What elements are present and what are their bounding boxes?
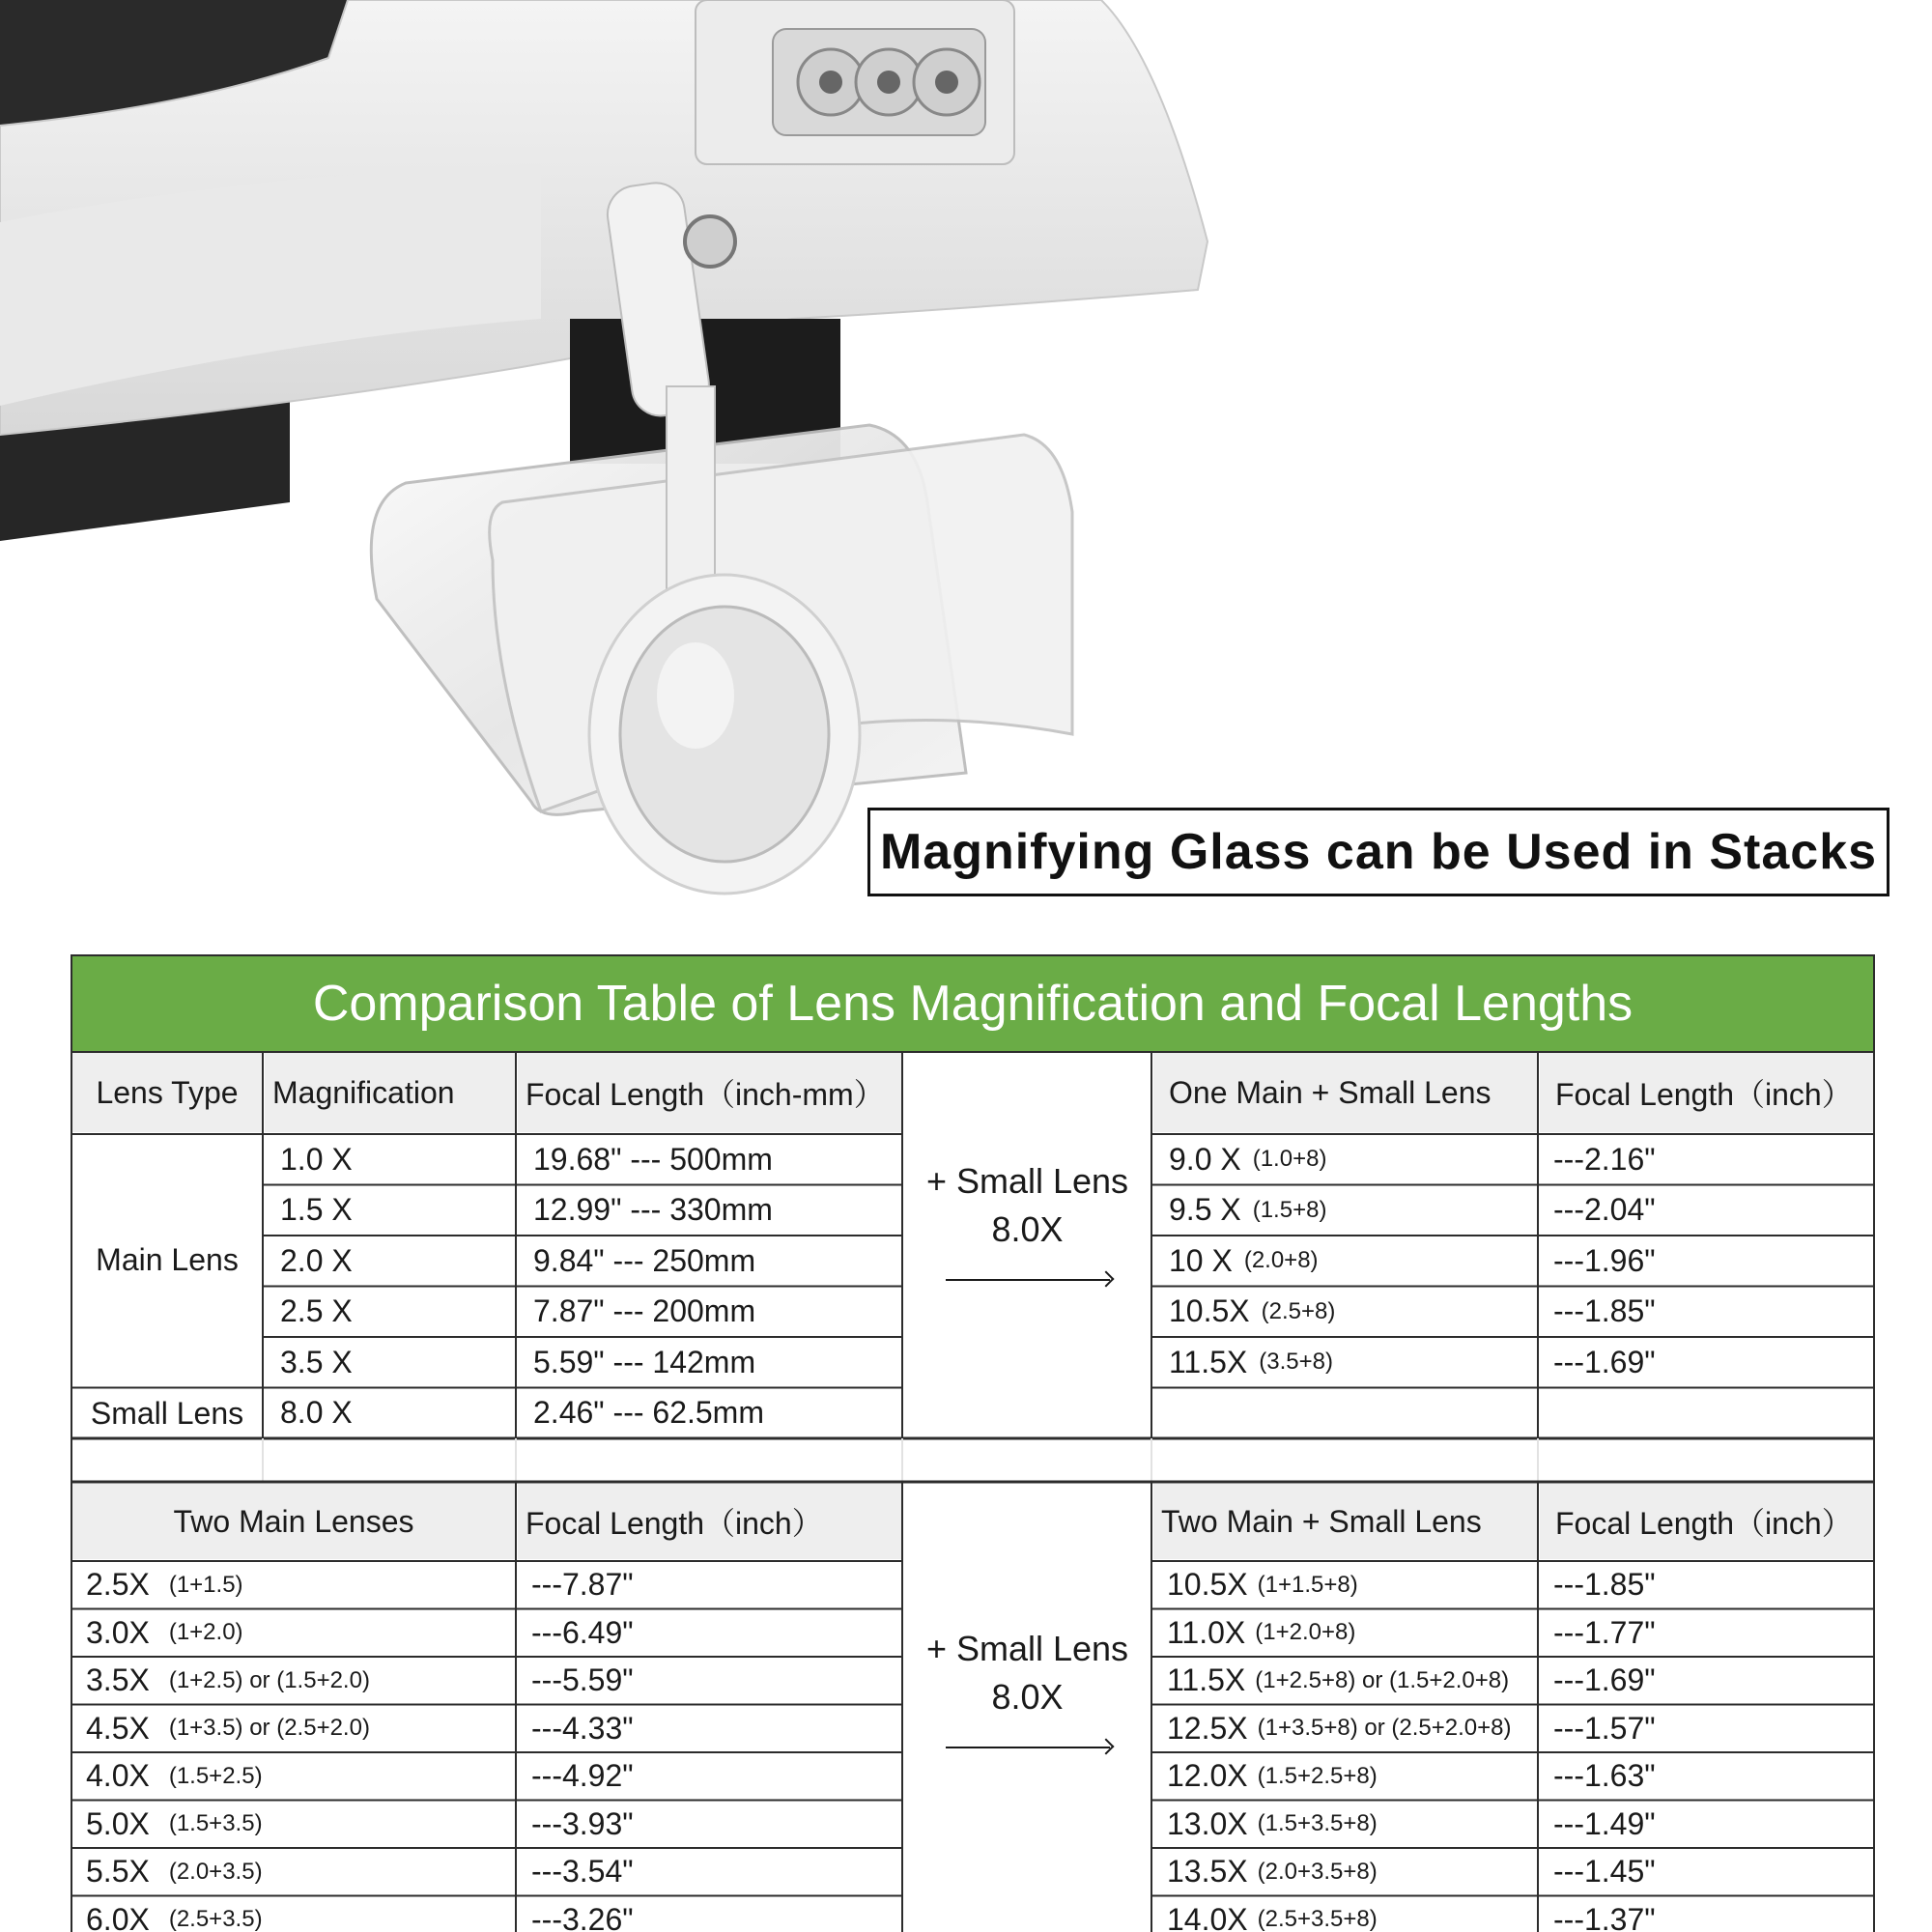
stack-caption: Magnifying Glass can be Used in Stacks bbox=[867, 808, 1889, 896]
comparison-table bbox=[71, 954, 1875, 1932]
two-main-value: 3.5X bbox=[86, 1662, 150, 1698]
bottom-combo-detail: (2.5+3.5+8) bbox=[1257, 1906, 1378, 1932]
main-lens-label: Main Lens bbox=[96, 1241, 239, 1277]
bottom-combo-detail: (1+2.5+8) or (1.5+2.0+8) bbox=[1255, 1666, 1510, 1693]
bottom-combo-value: 13.5X bbox=[1167, 1854, 1248, 1889]
bottom-combo-detail: (1+1.5+8) bbox=[1257, 1571, 1358, 1598]
table-title: Comparison Table of Lens Magnification and Focal Lengths bbox=[71, 954, 1875, 1051]
bottom-combo-focal-cell: ---1.85" bbox=[1553, 1567, 1656, 1603]
focal-mm-cell: 12.99" --- 330mm bbox=[533, 1192, 773, 1228]
combo-value: 10 X bbox=[1169, 1242, 1233, 1278]
two-main-detail: (1.5+2.5) bbox=[168, 1762, 263, 1789]
magnification-cell: 2.0 X bbox=[280, 1242, 353, 1278]
two-main-cell bbox=[72, 1896, 514, 1932]
header-focal-inch-mm: Focal Length（inch-mm） bbox=[518, 1053, 901, 1132]
bottom-combo-value: 14.0X bbox=[1167, 1901, 1248, 1932]
bottom-focal-cell: ---4.92" bbox=[531, 1758, 634, 1794]
two-main-cell bbox=[72, 1752, 514, 1801]
right-arrow-icon bbox=[946, 1747, 1110, 1748]
combo-value: 11.5X bbox=[1169, 1344, 1248, 1379]
combo-cell bbox=[1153, 1236, 1536, 1287]
bottom-combo-value: 11.5X bbox=[1167, 1662, 1246, 1698]
combo-cell bbox=[1153, 1185, 1536, 1236]
top-small-lens-arrow bbox=[904, 1157, 1151, 1281]
bottom-combo-detail: (1+3.5+8) or (2.5+2.0+8) bbox=[1257, 1715, 1512, 1742]
combo-value: 9.5 X bbox=[1169, 1192, 1241, 1228]
combo-detail: (1.0+8) bbox=[1252, 1146, 1327, 1173]
bottom-combo-cell bbox=[1153, 1848, 1536, 1896]
combo-focal-cell: ---2.16" bbox=[1553, 1141, 1656, 1177]
bottom-combo-value: 12.5X bbox=[1167, 1710, 1248, 1746]
top-arrow-line2: 8.0X bbox=[991, 1209, 1064, 1249]
combo-detail: (1.5+8) bbox=[1252, 1196, 1327, 1223]
bottom-combo-focal-cell: ---1.57" bbox=[1553, 1710, 1656, 1746]
two-main-value: 4.5X bbox=[86, 1710, 150, 1746]
two-main-value: 4.0X bbox=[86, 1758, 150, 1794]
bottom-combo-detail: (1.5+3.5+8) bbox=[1257, 1810, 1378, 1837]
bottom-combo-focal-cell: ---1.63" bbox=[1553, 1758, 1656, 1794]
bottom-combo-detail: (1.5+2.5+8) bbox=[1257, 1762, 1378, 1789]
combo-cell bbox=[1153, 1388, 1536, 1439]
header-lens-type: Lens Type bbox=[72, 1053, 262, 1132]
bottom-combo-cell bbox=[1153, 1561, 1536, 1609]
bottom-combo-cell bbox=[1153, 1752, 1536, 1801]
bottom-combo-focal-cell: ---1.49" bbox=[1553, 1805, 1656, 1841]
two-main-cell bbox=[72, 1848, 514, 1896]
table-grid bbox=[71, 1051, 1875, 1932]
combo-focal-cell: ---1.96" bbox=[1553, 1242, 1656, 1278]
combo-focal-cell: ---2.04" bbox=[1553, 1192, 1656, 1228]
magnification-cell: 1.5 X bbox=[280, 1192, 353, 1228]
two-main-cell bbox=[72, 1609, 514, 1658]
combo-detail: (2.0+8) bbox=[1243, 1247, 1319, 1274]
header-bottom-focal: Focal Length（inch） bbox=[518, 1484, 901, 1559]
bottom-combo-detail: (2.0+3.5+8) bbox=[1257, 1858, 1378, 1885]
combo-cell bbox=[1153, 1337, 1536, 1388]
headband-magnifier-photo bbox=[0, 0, 1932, 927]
bottom-combo-value: 13.0X bbox=[1167, 1805, 1248, 1841]
two-main-value: 5.5X bbox=[86, 1854, 150, 1889]
combo-cell bbox=[1153, 1287, 1536, 1338]
bottom-combo-cell bbox=[1153, 1657, 1536, 1705]
two-main-detail: (1+2.5) or (1.5+2.0) bbox=[168, 1666, 370, 1693]
two-main-cell bbox=[72, 1801, 514, 1849]
header-focal-inch: Focal Length（inch） bbox=[1540, 1053, 1873, 1132]
header-two-main: Two Main Lenses bbox=[72, 1484, 515, 1559]
two-main-cell bbox=[72, 1705, 514, 1753]
bottom-combo-value: 11.0X bbox=[1167, 1614, 1246, 1650]
two-main-value: 5.0X bbox=[86, 1805, 150, 1841]
header-bottom-combo-focal: Focal Length（inch） bbox=[1540, 1484, 1873, 1559]
focal-mm-cell: 19.68" --- 500mm bbox=[533, 1141, 773, 1177]
combo-focal-cell: ---1.69" bbox=[1553, 1344, 1656, 1379]
magnification-cell: 3.5 X bbox=[280, 1344, 353, 1379]
combo-value: 10.5X bbox=[1169, 1293, 1250, 1329]
header-one-main-small: One Main + Small Lens bbox=[1153, 1053, 1537, 1132]
bottom-arrow-line2: 8.0X bbox=[991, 1677, 1064, 1717]
bottom-combo-focal-cell: ---1.77" bbox=[1553, 1614, 1656, 1650]
two-main-detail: (2.5+3.5) bbox=[168, 1906, 263, 1932]
two-main-cell bbox=[72, 1561, 514, 1609]
bottom-combo-focal-cell: ---1.45" bbox=[1553, 1854, 1656, 1889]
focal-mm-cell: 9.84" --- 250mm bbox=[533, 1242, 756, 1278]
focal-mm-cell: 5.59" --- 142mm bbox=[533, 1344, 756, 1379]
bottom-focal-cell: ---4.33" bbox=[531, 1710, 634, 1746]
top-arrow-line1: + Small Lens bbox=[925, 1161, 1129, 1201]
magnification-cell: 2.5 X bbox=[280, 1293, 353, 1329]
right-arrow-icon bbox=[946, 1279, 1110, 1281]
focal-mm-cell: 7.87" --- 200mm bbox=[533, 1293, 756, 1329]
bottom-focal-cell: ---3.26" bbox=[531, 1901, 634, 1932]
two-main-value: 2.5X bbox=[86, 1567, 150, 1603]
combo-detail: (2.5+8) bbox=[1261, 1297, 1336, 1324]
bottom-combo-cell bbox=[1153, 1896, 1536, 1932]
two-main-detail: (1+3.5) or (2.5+2.0) bbox=[168, 1715, 370, 1742]
focal-mm-cell: 2.46" --- 62.5mm bbox=[533, 1395, 764, 1431]
two-main-detail: (1+2.0) bbox=[168, 1619, 243, 1646]
bottom-focal-cell: ---7.87" bbox=[531, 1567, 634, 1603]
bottom-combo-value: 10.5X bbox=[1167, 1567, 1248, 1603]
bottom-small-lens-arrow bbox=[904, 1625, 1151, 1748]
header-magnification: Magnification bbox=[265, 1053, 515, 1132]
bottom-combo-focal-cell: ---1.37" bbox=[1553, 1901, 1656, 1932]
bottom-combo-cell bbox=[1153, 1801, 1536, 1849]
bottom-focal-cell: ---5.59" bbox=[531, 1662, 634, 1698]
bottom-focal-cell: ---6.49" bbox=[531, 1614, 634, 1650]
bottom-combo-detail: (1+2.0+8) bbox=[1255, 1619, 1356, 1646]
magnification-cell: 8.0 X bbox=[280, 1395, 353, 1431]
two-main-cell bbox=[72, 1657, 514, 1705]
small-lens-label: Small Lens bbox=[90, 1395, 244, 1431]
combo-detail: (3.5+8) bbox=[1259, 1349, 1333, 1376]
bottom-combo-cell bbox=[1153, 1705, 1536, 1753]
combo-value: 9.0 X bbox=[1169, 1141, 1241, 1177]
bottom-arrow-line1: + Small Lens bbox=[925, 1629, 1129, 1668]
header-two-main-small: Two Main + Small Lens bbox=[1153, 1484, 1537, 1559]
two-main-detail: (2.0+3.5) bbox=[168, 1858, 263, 1885]
combo-cell bbox=[1153, 1134, 1536, 1185]
bottom-combo-cell bbox=[1153, 1609, 1536, 1658]
bottom-focal-cell: ---3.54" bbox=[531, 1854, 634, 1889]
bottom-combo-focal-cell: ---1.69" bbox=[1553, 1662, 1656, 1698]
combo-focal-cell: ---1.85" bbox=[1553, 1293, 1656, 1329]
bottom-focal-cell: ---3.93" bbox=[531, 1805, 634, 1841]
two-main-detail: (1+1.5) bbox=[168, 1571, 243, 1598]
two-main-detail: (1.5+3.5) bbox=[168, 1810, 263, 1837]
magnification-cell: 1.0 X bbox=[280, 1141, 353, 1177]
combo-focal-cell bbox=[1540, 1388, 1871, 1439]
two-main-value: 3.0X bbox=[86, 1614, 150, 1650]
two-main-value: 6.0X bbox=[86, 1901, 150, 1932]
bottom-combo-value: 12.0X bbox=[1167, 1758, 1248, 1794]
